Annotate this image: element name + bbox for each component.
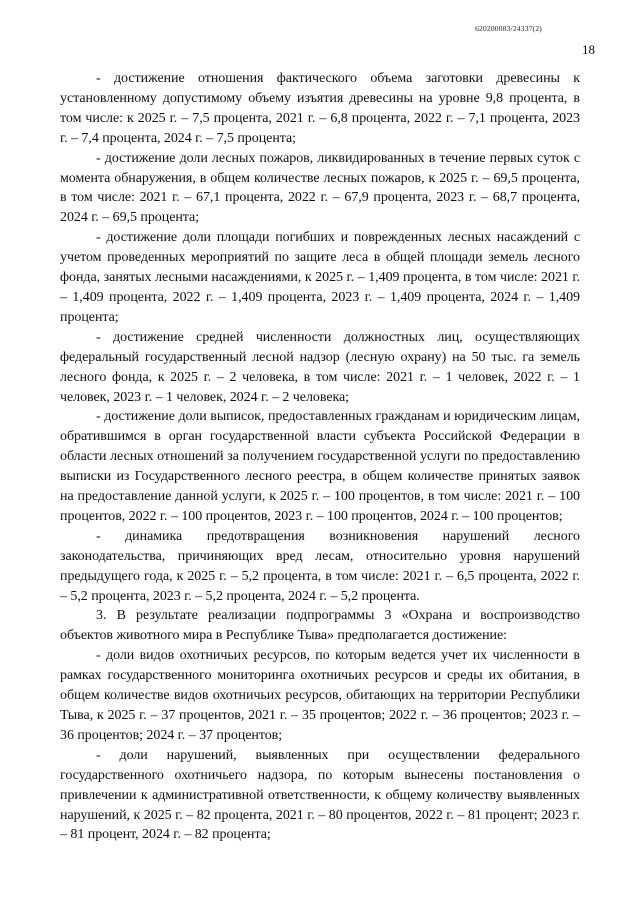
paragraph-registry-extracts: - достижение доли выписок, предоставленных гражданам и юридическим лицам, обратившимся в орган государственной власти субъекта Российской Федерации в области лесных отношений за получением государственной услуги по предоставлению выписки из Государственного лесного реестра, в общем количестве принятых заявок на предоставление данной услуги, к 2025 г. – 100 процентов, в том числе: 2021 г. – 100 процентов, 2022 г. – 100 процентов, 2023 г. – 100 процентов, 2024 г. – 100 процентов; <box>60 409 580 524</box>
paragraph-hunting-resources: - доли видов охотничьих ресурсов, по которым ведется учет их численности в рамках государственного мониторинга охотничьих ресурсов и среды их обитания, в общем количестве видов охотничьих ресурсов, обитающих на территории Республики Тыва, к 2025 г. – 37 процентов, 2021 г. – 35 процентов; 2022 г. – 36 процентов; 2023 г. – 36 процентов; 2024 г. – 37 процентов; <box>60 648 580 743</box>
paragraph-forest-officers: - достижение средней численности должностных лиц, осуществляющих федеральный государственный лесной надзор (лесную охрану) на 50 тыс. га земель лесного фонда, к 2025 г. – 2 человека, в том числе: 2021 г. – 1 человек, 2022 г. – 1 человек, 2023 г. – 1 человек, 2024 г. – 2 человека; <box>60 329 580 405</box>
paragraph-hunting-violations: - доли нарушений, выявленных при осуществлении федерального государственного охотничьего надзора, по которым вынесены постановления о привлечении к административной ответственности, к общему количеству выявленных нарушений, к 2025 г. – 82 процента, 2021 г. – 80 процентов, 2022 г. – 81 процент; 2023 г. – 81 процент, 2024 г. – 82 процента; <box>60 747 580 843</box>
page-number: 18 <box>582 42 595 57</box>
paragraph-violations-dynamics: - динамика предотвращения возникновения нарушений лесного законодательства, причиняющих вред лесам, относительно уровня нарушений предыдущего года, к 2025 г. – 5,2 процента, в том числе: 2021 г. – 6,5 процента, 2022 г. – 5,2 процента, 2023 г. – 5,2 процента, 2024 г. – 5,2 процента. <box>60 528 580 604</box>
paragraph-wood-harvest: - достижение отношения фактического объема заготовки древесины к установленному допустимому объему изъятия древесины на уровне 9,8 процента, в том числе: к 2025 г. – 7,5 процента, 2021 г. – 6,8 процента, 2022 г. – 7,1 процента, 2023 г. – 7,4 процента, 2024 г. – 7,5 процента; <box>60 71 580 146</box>
paragraph-damaged-forest: - достижение доли площади погибших и поврежденных лесных насаждений с учетом проведенных мероприятий по защите леса в общей площади земель лесного фонда, занятых лесными насаждениями, к 2025 г. – 1,409 процента, в том числе: 2021 г. – 1,409 процента, 2022 г. – 1,409 процента, 2023 г. – 1,409 процента, 2024 г. – 1,409 процента; <box>60 230 580 325</box>
document-code: 620200083/24337(2) <box>475 24 542 33</box>
document-body <box>60 69 580 845</box>
paragraph-forest-fires: - достижение доли лесных пожаров, ликвидированных в течение первых суток с момента обнаружения, в общем количестве лесных пожаров, к 2025 г. – 69,5 процента, в том числе: 2021 г. – 67,1 процента, 2022 г. – 67,9 процента, 2023 г. – 68,7 процента, 2024 г. – 69,5 процента; <box>60 150 580 226</box>
paragraph-subprogram-3: 3. В результате реализации подпрограммы 3 «Охрана и воспроизводство объектов животного мира в Республике Тыва» предполагается достижение: <box>60 608 580 644</box>
